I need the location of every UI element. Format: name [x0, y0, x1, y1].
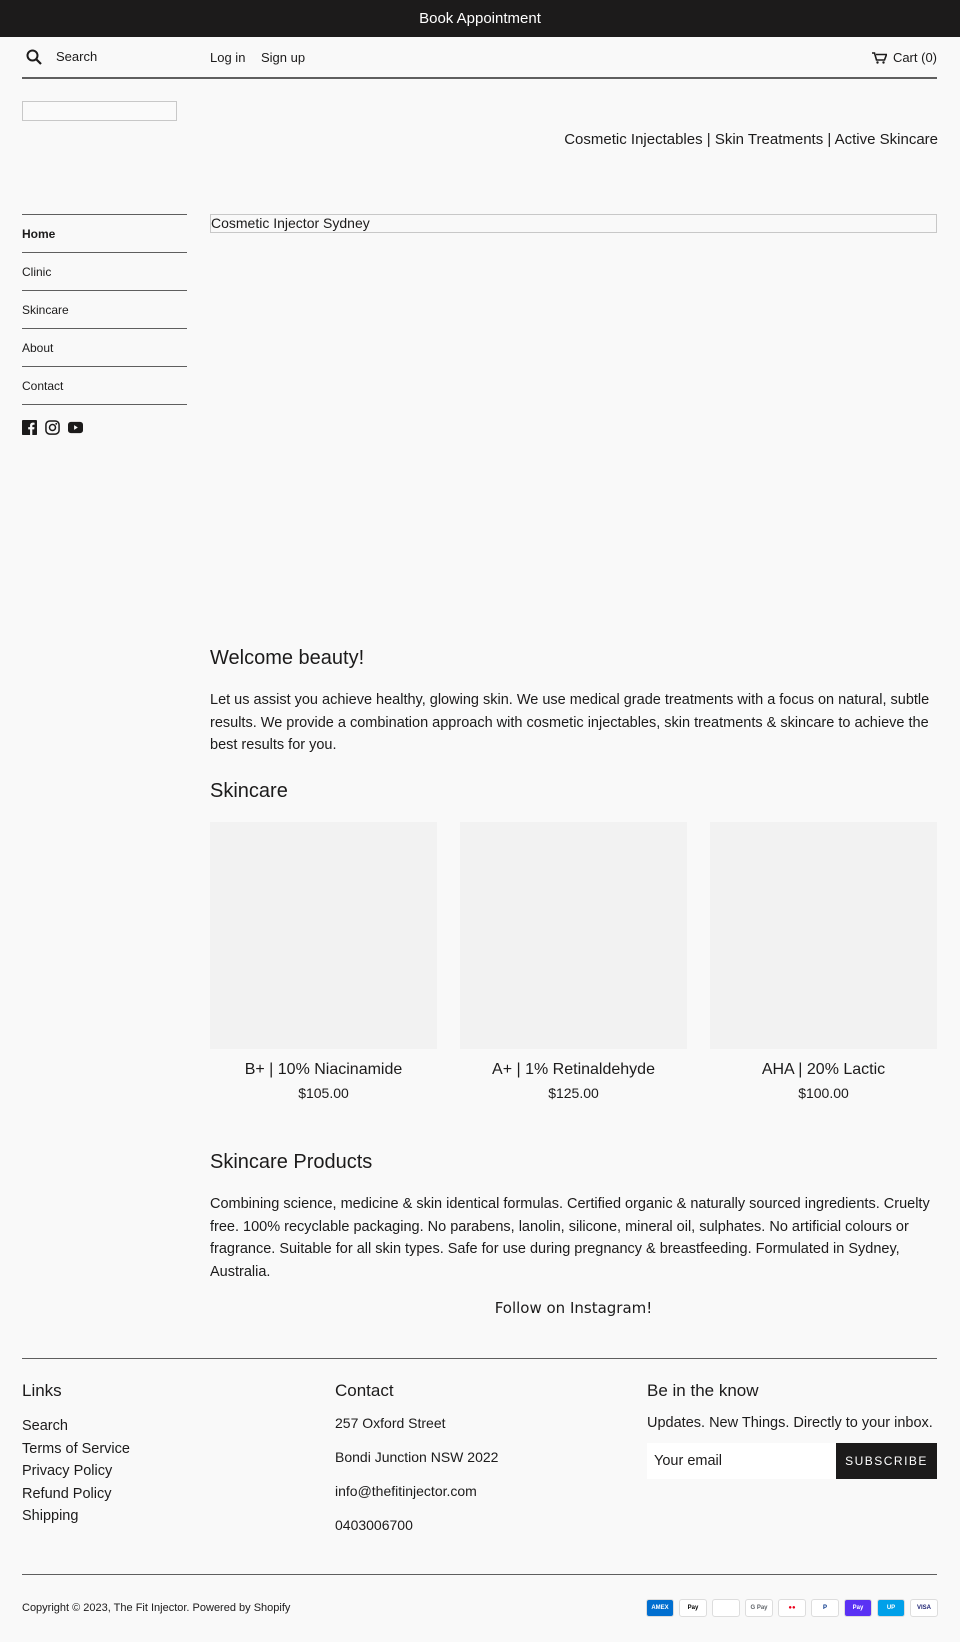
sidebar-nav — [22, 214, 187, 405]
contact-address: 257 Oxford Street — [335, 1415, 446, 1431]
contact-phone[interactable]: 0403006700 — [335, 1517, 413, 1533]
product-card[interactable] — [460, 822, 687, 1101]
search-input[interactable]: Search — [56, 49, 98, 64]
footer-link-shipping[interactable]: Shipping — [22, 1508, 79, 1524]
sidebar-item-home[interactable]: Home — [22, 214, 187, 252]
footer-link-terms[interactable]: Terms of Service — [22, 1440, 130, 1457]
payment-icon — [712, 1599, 740, 1617]
instagram-icon[interactable] — [45, 420, 60, 435]
sidebar-item-clinic[interactable]: Clinic — [22, 252, 187, 290]
cart-link[interactable] — [872, 50, 937, 65]
product-price: $125.00 — [548, 1085, 599, 1101]
cart-label: Cart (0) — [892, 50, 937, 65]
contact-email[interactable]: info@thefitinjector.com — [335, 1483, 477, 1499]
payment-icons — [646, 1599, 938, 1617]
site-tagline: Cosmetic Injectables | Skin Treatments | Active Skincare — [564, 131, 938, 148]
product-name[interactable]: AHA | 20% Lactic — [761, 1061, 886, 1078]
search-icon[interactable] — [26, 49, 42, 65]
site-logo[interactable] — [22, 101, 177, 121]
book-appointment-link[interactable]: Book Appointment — [419, 10, 541, 27]
product-card[interactable] — [710, 822, 937, 1101]
product-image[interactable] — [210, 822, 437, 1049]
subscribe-button[interactable]: SUBSCRIBE — [836, 1443, 937, 1479]
footer-links-title: Links — [22, 1381, 62, 1400]
sidebar-item-contact[interactable]: Contact — [22, 366, 187, 404]
newsletter-form — [647, 1443, 937, 1479]
payment-icon: AMEX — [646, 1599, 674, 1617]
product-image[interactable] — [460, 822, 687, 1049]
footer-link-refund[interactable]: Refund Policy — [22, 1485, 112, 1502]
sidebar-divider — [22, 404, 187, 405]
footer-links — [22, 1381, 130, 1528]
footer-contact-title: Contact — [335, 1381, 394, 1400]
payment-icon: ●● — [778, 1599, 806, 1617]
welcome-text: Let us assist you achieve healthy, glowing skin. We use medical grade treatments with a focus on natural, subtle results. We provide a combination approach with cosmetic injectables, skin treatments & skincare to achieve the best results for you. — [210, 692, 930, 753]
product-card[interactable] — [210, 822, 437, 1101]
skincare-products-title: Skincare Products — [210, 1151, 373, 1173]
copyright: Copyright © 2023, The Fit Injector. Powered by Shopify — [22, 1602, 291, 1614]
footer-link-search[interactable]: Search — [22, 1418, 68, 1434]
skincare-title: Skincare — [210, 780, 288, 802]
youtube-icon[interactable] — [68, 420, 83, 435]
login-link[interactable]: Log in — [210, 50, 246, 65]
contact-suburb: Bondi Junction NSW 2022 — [335, 1449, 499, 1465]
hero-image: Cosmetic Injector Sydney — [210, 214, 937, 233]
sidebar-item-about[interactable]: About — [22, 328, 187, 366]
payment-icon: Pay — [679, 1599, 707, 1617]
footer-divider — [22, 1358, 937, 1359]
footer-divider-bottom — [22, 1574, 937, 1575]
footer-link-privacy[interactable]: Privacy Policy — [22, 1463, 113, 1479]
product-name[interactable]: A+ | 1% Retinaldehyde — [492, 1061, 655, 1078]
facebook-icon[interactable] — [22, 420, 37, 435]
payment-icon: VISA — [910, 1599, 938, 1617]
footer-newsletter — [647, 1381, 937, 1479]
newsletter-text: Updates. New Things. Directly to your inbox. — [647, 1415, 933, 1431]
announcement-bar[interactable] — [0, 0, 960, 37]
payment-icon: Pay — [844, 1599, 872, 1617]
follow-instagram-link[interactable]: Follow on Instagram! — [494, 1299, 653, 1317]
site-header — [22, 37, 937, 79]
social-links — [22, 420, 83, 435]
payment-icon: G Pay — [745, 1599, 773, 1617]
newsletter-title: Be in the know — [647, 1381, 759, 1400]
payment-icon: P — [811, 1599, 839, 1617]
product-price: $105.00 — [298, 1085, 349, 1101]
cart-icon — [872, 52, 887, 64]
welcome-title: Welcome beauty! — [210, 647, 365, 669]
payment-icon: UP — [877, 1599, 905, 1617]
product-price: $100.00 — [798, 1085, 849, 1101]
footer-contact — [335, 1381, 498, 1551]
product-image[interactable] — [710, 822, 937, 1049]
skincare-products-text: Combining science, medicine & skin identical formulas. Certified organic & naturally sourced ingredients. Cruelty free. 100% recyclable packaging. No parabens, lanolin, silicone, mineral oil, sulphates. No artificial colours or fragrance. Suitable for all skin types. Safe for use during pregnancy & breastfeeding. Formulated in Sydney, Australia. — [210, 1196, 930, 1280]
product-name[interactable]: B+ | 10% Niacinamide — [244, 1061, 403, 1078]
signup-link[interactable]: Sign up — [261, 50, 306, 65]
sidebar-item-skincare[interactable]: Skincare — [22, 290, 187, 328]
email-field[interactable]: Your email — [647, 1443, 836, 1479]
